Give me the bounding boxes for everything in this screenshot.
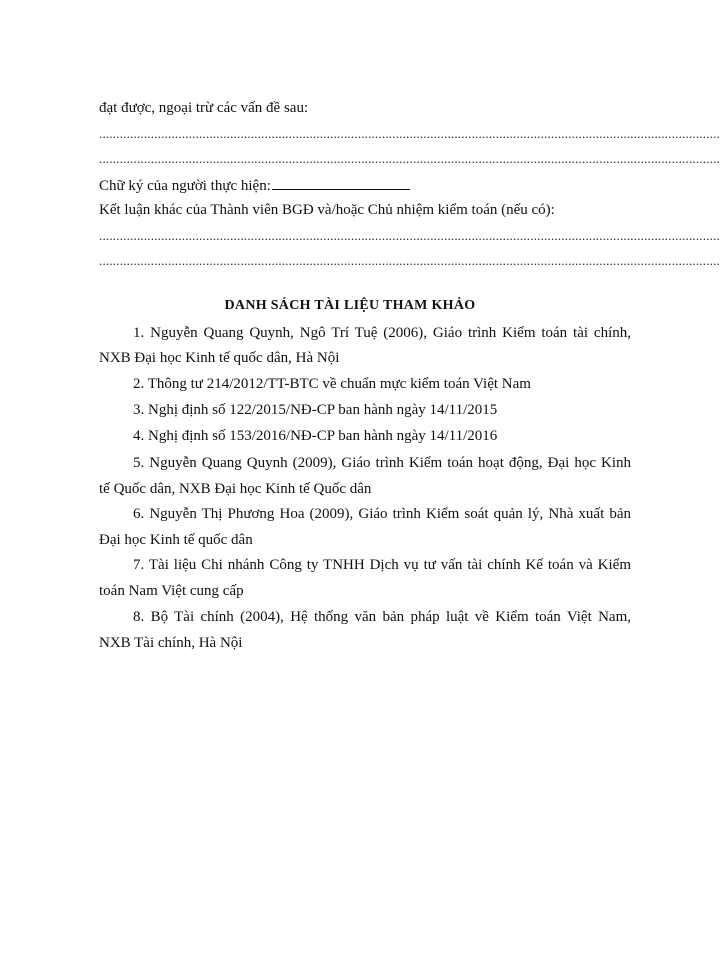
reference-8-line-1: 8. Bộ Tài chính (2004), Hệ thống văn bản pháp luật về Kiểm toán Việt Nam, (133, 609, 631, 625)
references-title: DANH SÁCH TÀI LIỆU THAM KHẢO (224, 298, 476, 313)
reference-5-line-2: tế Quốc dân, NXB Đại học Kinh tế Quốc dân (99, 481, 372, 497)
dotted-line-1: .................................................................................................................................................................................... (99, 126, 720, 141)
reference-1-line-1: 1. Nguyễn Quang Quynh, Ngô Trí Tuệ (2006), Giáo trình Kiểm toán tài chính, (133, 325, 631, 341)
reference-1-line-2: NXB Đại học Kinh tế quốc dân, Hà Nội (99, 350, 340, 366)
reference-4-line-1: 4. Nghị định số 153/2016/NĐ-CP ban hành ngày 14/11/2016 (133, 428, 498, 444)
reference-7-line-1: 7. Tài liệu Chi nhánh Công ty TNHH Dịch vụ tư vấn tài chính Kế toán và Kiểm (133, 557, 631, 573)
dotted-line-3: .................................................................................................................................................................................... (99, 228, 720, 243)
reference-6-line-1: 6. Nguyễn Thị Phương Hoa (2009), Giáo trình Kiểm soát quản lý, Nhà xuất bản (133, 506, 631, 522)
reference-7-line-2: toán Nam Việt cung cấp (99, 583, 244, 599)
reference-3-line-1: 3. Nghị định số 122/2015/NĐ-CP ban hành ngày 14/11/2015 (133, 402, 498, 418)
intro-line: đạt được, ngoại trừ các vấn đề sau: (99, 100, 309, 116)
dotted-line-2: .................................................................................................................................................................................... (99, 151, 720, 166)
reference-6-line-2: Đại học Kinh tế quốc dân (99, 532, 253, 548)
signature-field[interactable] (272, 175, 410, 190)
conclusion-label: Kết luận khác của Thành viên BGĐ và/hoặc Chủ nhiệm kiểm toán (nếu có): (99, 202, 555, 218)
signature-row (99, 175, 410, 196)
reference-2-line-1: 2. Thông tư 214/2012/TT-BTC về chuẩn mực kiểm toán Việt Nam (133, 376, 531, 392)
reference-8-line-2: NXB Tài chính, Hà Nội (99, 635, 243, 651)
dotted-line-4: .................................................................................................................................................................................... (99, 253, 720, 268)
reference-5-line-1: 5. Nguyễn Quang Quynh (2009), Giáo trình Kiểm toán hoạt động, Đại học Kinh (133, 455, 631, 471)
signature-label: Chữ ký của người thực hiện: (99, 178, 271, 194)
